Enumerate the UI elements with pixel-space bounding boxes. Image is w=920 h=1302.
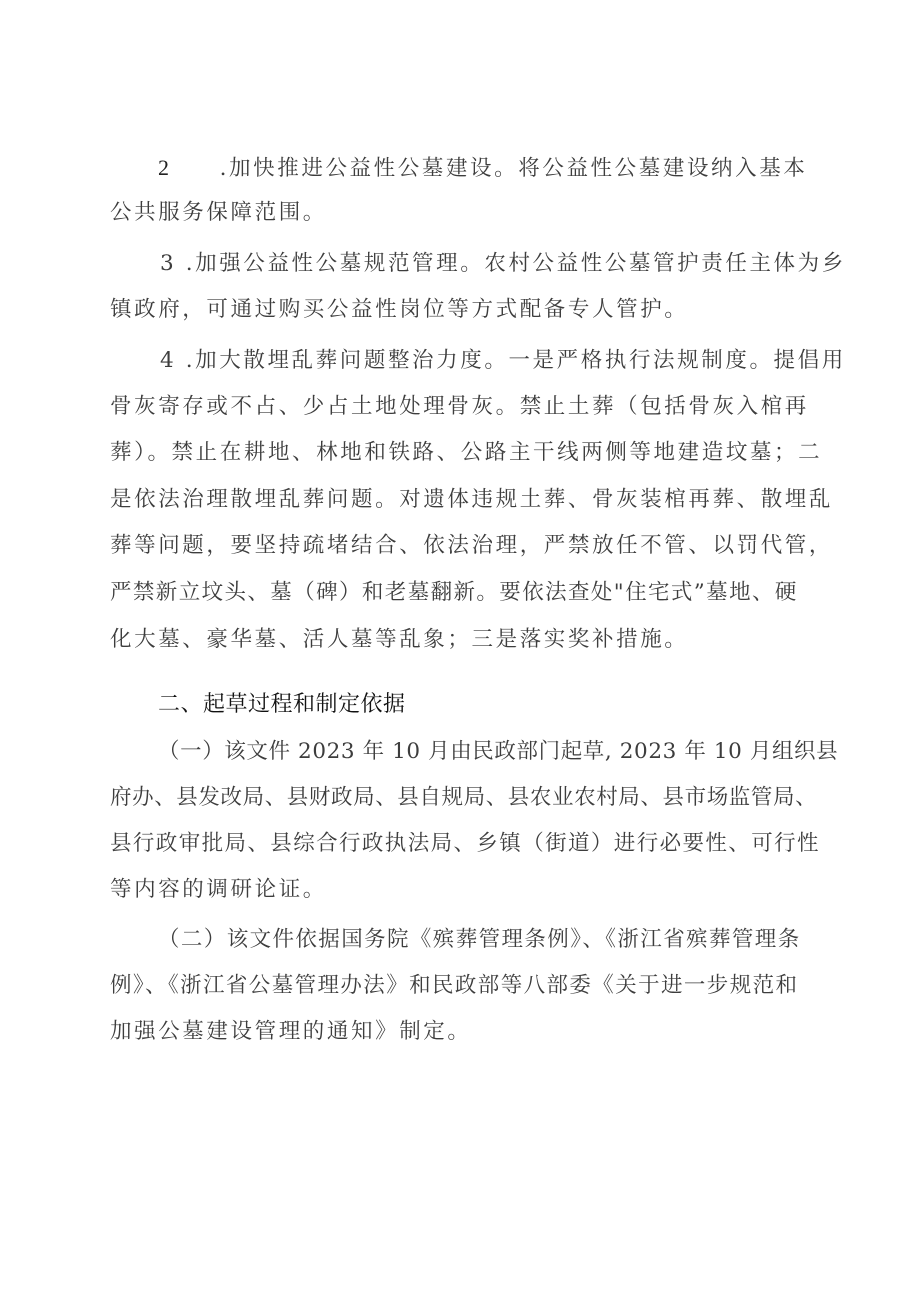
item-4-line-4: 是依法治理散埋乱葬问题。对遗体违规土葬、骨灰装棺再葬、散埋乱 [110, 487, 834, 512]
section-heading: 二、起草过程和制定依据 [158, 692, 406, 717]
para-1-line-1: （一）该文件 2023 年 10 月由民政部门起草, 2023 年 10 月组织县 [158, 739, 839, 764]
item-4-line-3: 葬）。禁止在耕地、林地和铁路、公路主干线两侧等地建造坟墓；二 [110, 440, 823, 465]
para-2-line-2: 例》、《浙江省公墓管理办法》和民政部等八部委《关于进一步规范和 [110, 973, 799, 998]
para-1-line-4: 等内容的调研论证。 [110, 877, 327, 902]
item-3-line-1: 3 .加强公益性公墓规范管理。农村公益性公墓管护责任主体为乡 [160, 251, 846, 276]
para-1-line-3: 县行政审批局、县综合行政执法局、乡镇（街道）进行必要性、可行性 [110, 831, 820, 856]
item-2-line-1 [158, 154, 873, 183]
item-2-line-2: 公共服务保障范围。 [110, 200, 327, 225]
item-4-line-6: 严禁新立坟头、墓（碑）和老墓翻新。要依法查处"住宅式”墓地、硬 [110, 580, 798, 605]
item-2-number: 2 [158, 155, 172, 180]
item-3-line-2: 镇政府，可通过购买公益性岗位等方式配备专人管护。 [110, 297, 689, 322]
para-2-line-3: 加强公墓建设管理的通知》制定。 [110, 1019, 472, 1044]
para-1-line-2: 府办、县发改局、县财政局、县自规局、县农业农村局、县市场监管局、 [110, 785, 818, 810]
para-2-line-1: （二）该文件依据国务院《殡葬管理条例》、《浙江省殡葬管理条 [158, 927, 801, 952]
item-4-line-5: 葬等问题，要坚持疏堵结合、依法治理，严禁放任不管、以罚代管， [110, 533, 834, 558]
item-4-line-1: 4 .加大散埋乱葬问题整治力度。一是严格执行法规制度。提倡用 [160, 348, 846, 373]
item-4-line-7: 化大墓、豪华墓、活人墓等乱象；三是落实奖补措施。 [110, 627, 689, 652]
item-2-text: .加快推进公益性公墓建设。将公益性公墓建设纳入基本 [219, 156, 808, 181]
item-4-line-2: 骨灰寄存或不占、少占土地处理骨灰。禁止土葬（包括骨灰入棺再 [110, 394, 809, 419]
